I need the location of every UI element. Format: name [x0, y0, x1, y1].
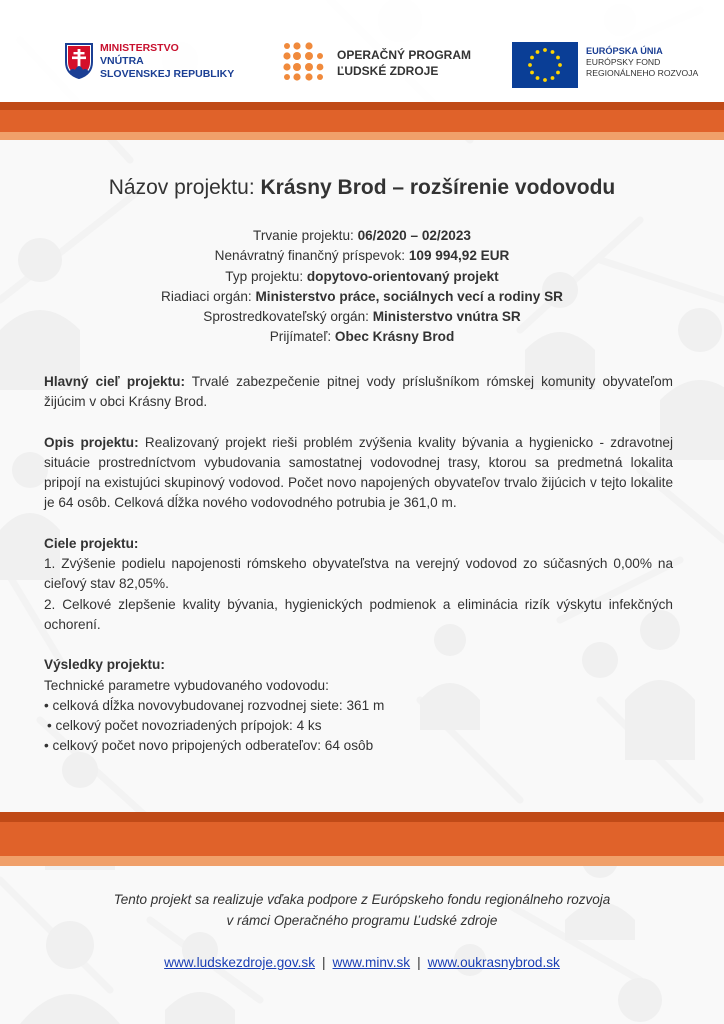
- eu-star-icon: [530, 56, 534, 60]
- info-managing-authority: [0, 287, 724, 307]
- eu-star-icon: [528, 63, 532, 67]
- operational-programme-logo: [283, 42, 483, 86]
- description-text: Realizovaný projekt rieši problém zvýšenia kvality bývania a hygienicko - zdravotnej situácie prostredníctvom vybudovania samostatnej vodovodnej trasy, ktorou sa predmetná lokalita pripojí na existujúci skupinový vodovod. Počet novo napojených obyvateľov trvalo žijúcich v tejto lokalite je 64 osôb. Celková dĺžka nového vodovodného potrubia je 361,0 m.: [44, 434, 673, 511]
- info-value: Ministerstvo vnútra SR: [372, 309, 521, 325]
- info-grant: [0, 246, 724, 266]
- eu-logo-line3: REGIONÁLNEHO ROZVOJA: [586, 68, 699, 78]
- eu-star-icon: [543, 78, 547, 82]
- eu-star-icon: [530, 71, 534, 75]
- eu-star-icon: [536, 50, 540, 54]
- funding-note-line2: v rámci Operačného programu Ľudské zdroje: [226, 912, 498, 928]
- info-value: dopytovo-orientovaný projekt: [306, 268, 499, 284]
- project-title: [0, 176, 724, 200]
- project-body: [44, 372, 673, 757]
- eu-star-icon: [551, 50, 555, 54]
- info-value: Obec Krásny Brod: [334, 329, 455, 345]
- info-label: Nenávratný finančný príspevok:: [214, 248, 409, 264]
- objectives-heading: [44, 534, 673, 554]
- link-ludskezdroje[interactable]: www.ludskezdroje.gov.sk: [164, 955, 316, 970]
- eu-logo-text: [586, 46, 698, 79]
- op-dots-icon: [283, 42, 327, 82]
- info-label: Prijímateľ:: [269, 329, 335, 345]
- link-oukrasnybrod[interactable]: www.oukrasnybrod.sk: [427, 955, 560, 970]
- info-type: [0, 267, 724, 287]
- eu-star-icon: [536, 76, 540, 80]
- op-logo-line2: ĽUDSKÉ ZDROJE: [337, 64, 439, 78]
- op-logo-line1: OPERAČNÝ PROGRAM: [337, 48, 472, 62]
- op-logo-text: [337, 47, 471, 79]
- info-label: Sprostredkovateľský orgán:: [203, 309, 373, 325]
- ministry-interior-logo: [64, 42, 254, 86]
- info-value: 06/2020 – 02/2023: [357, 228, 471, 243]
- eu-star-icon: [556, 56, 560, 60]
- eu-star-icon: [551, 76, 555, 80]
- objectives-label: Ciele projektu:: [44, 535, 139, 551]
- eu-star-icon: [558, 63, 562, 67]
- description-paragraph: [44, 433, 673, 514]
- eu-logo-line2: EURÓPSKY FOND: [586, 57, 661, 67]
- info-value: 109 994,92 EUR: [408, 248, 510, 264]
- results-intro: Technické parametre vybudovaného vodovodu:: [44, 677, 329, 693]
- info-intermediate-body: [0, 307, 724, 327]
- eu-star-icon: [556, 71, 560, 75]
- eu-star-icon: [543, 48, 547, 52]
- main-goal-label: Hlavný cieľ projektu:: [44, 374, 185, 389]
- eu-logo: [512, 42, 712, 88]
- link-separator: |: [417, 955, 421, 970]
- results-label: Výsledky projektu:: [44, 657, 165, 673]
- project-title-prefix: Názov projektu:: [108, 176, 261, 199]
- results-heading: [44, 655, 673, 675]
- funding-note: [0, 890, 724, 931]
- objective-item: 2. Celkové zlepšenie kvality bývania, hygienických podmienok a eliminácia rizík výskytu infekčných ochorení.: [44, 596, 673, 632]
- description-label: Opis projektu:: [44, 434, 139, 450]
- project-title-name: Krásny Brod – rozšírenie vodovodu: [260, 176, 616, 199]
- eu-flag-icon: [512, 42, 578, 88]
- footer-links: [0, 955, 724, 970]
- link-separator: |: [322, 955, 326, 970]
- info-duration: [0, 226, 724, 246]
- info-label: Typ projektu:: [225, 268, 307, 284]
- ministry-logo-line1: MINISTERSTVO: [100, 42, 179, 54]
- link-minv[interactable]: www.minv.sk: [332, 955, 411, 970]
- ministry-logo-line3: SLOVENSKEJ REPUBLIKY: [100, 68, 235, 80]
- objective-item: 1. Zvýšenie podielu napojenosti rómskeho obyvateľstva na verejný vodovod zo súčasných 0,00% na cieľový stav 82,05%.: [44, 556, 673, 592]
- info-recipient: [0, 327, 724, 347]
- eu-logo-line1: EURÓPSKA ÚNIA: [586, 46, 663, 56]
- ministry-logo-line2: VNÚTRA: [100, 55, 144, 67]
- info-label: Trvanie projektu:: [253, 228, 358, 243]
- ministry-logo-text: [100, 42, 234, 81]
- funding-note-line1: Tento projekt sa realizuje vďaka podpore z Európskeho fondu regionálneho rozvoja: [113, 892, 611, 907]
- result-item: • celková dĺžka novovybudovanej rozvodnej siete: 361 m: [44, 697, 385, 713]
- result-item: • celkový počet novo pripojených odberateľov: 64 osôb: [44, 738, 374, 754]
- info-value: Ministerstvo práce, sociálnych vecí a rodiny SR: [255, 288, 563, 304]
- project-info: [0, 226, 724, 348]
- result-item: • celkový počet novozriadených prípojok: 4 ks: [47, 718, 322, 734]
- main-goal-paragraph: [44, 372, 673, 413]
- slovak-coat-of-arms-icon: [64, 42, 94, 80]
- info-label: Riadiaci orgán:: [161, 288, 256, 304]
- main-goal-text: Trvalé zabezpečenie pitnej vody príslušníkom rómskej komunity obyvateľom žijúcim v obci Krásny Brod.: [44, 374, 673, 410]
